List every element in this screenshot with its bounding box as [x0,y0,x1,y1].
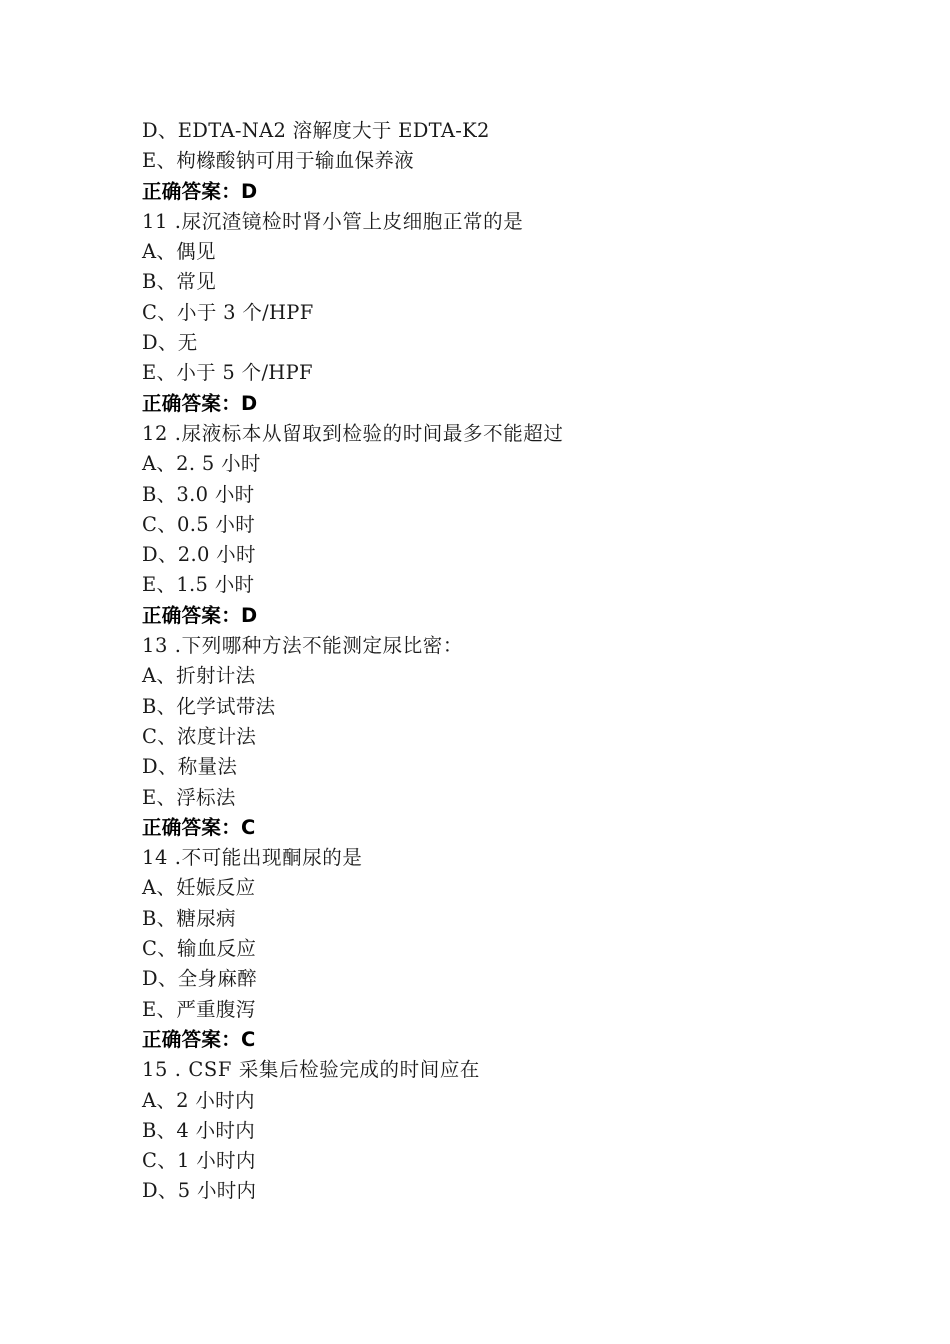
option-line: C、0.5 小时 [142,512,256,536]
option-line: C、1 小时内 [142,1149,256,1173]
option-line: D、称量法 [142,755,238,779]
option-line: A、2. 5 小时 [142,452,261,476]
question-line: 15 . CSF 采集后检验完成的时间应在 [142,1058,481,1082]
option-line: B、化学试带法 [142,694,276,718]
question-line: 11 .尿沉渣镜检时肾小管上皮细胞正常的是 [142,209,524,233]
option-line: D、5 小时内 [142,1179,257,1203]
option-line: D、EDTA-NA2 溶解度大于 EDTA-K2 [142,119,490,142]
question-line: 14 .不可能出现酮尿的是 [142,846,363,870]
option-line: B、4 小时内 [142,1118,256,1142]
document-page [142,116,862,1207]
question-line: 12 .尿液标本从留取到检验的时间最多不能超过 [142,421,564,445]
option-line: A、折射计法 [142,664,256,688]
option-line: E、1.5 小时 [142,573,255,597]
option-line: E、浮标法 [142,785,236,809]
answer-line: 正确答案：C [142,1027,256,1051]
option-line: C、小于 3 个/HPF [142,300,314,324]
answer-line: 正确答案：C [142,815,256,839]
option-line: D、全身麻醉 [142,967,257,991]
option-line: E、小于 5 个/HPF [142,361,313,385]
question-line: 13 .下列哪种方法不能测定尿比密： [142,634,464,658]
option-line: E、严重腹泻 [142,997,256,1021]
answer-line: 正确答案：D [142,603,258,627]
option-line: A、妊娠反应 [142,876,256,900]
option-line: B、3.0 小时 [142,482,255,506]
option-line: A、2 小时内 [142,1088,255,1112]
option-line: D、2.0 小时 [142,543,256,567]
option-line: D、无 [142,331,198,355]
option-line: A、偶见 [142,240,216,264]
option-line: B、常见 [142,270,217,294]
option-line: B、糖尿病 [142,906,236,930]
option-line: E、枸橼酸钠可用于输血保养液 [142,149,414,173]
option-line: C、输血反应 [142,937,257,961]
answer-line: 正确答案：D [142,391,258,415]
option-line: C、浓度计法 [142,724,257,748]
answer-line: 正确答案：D [142,179,258,203]
